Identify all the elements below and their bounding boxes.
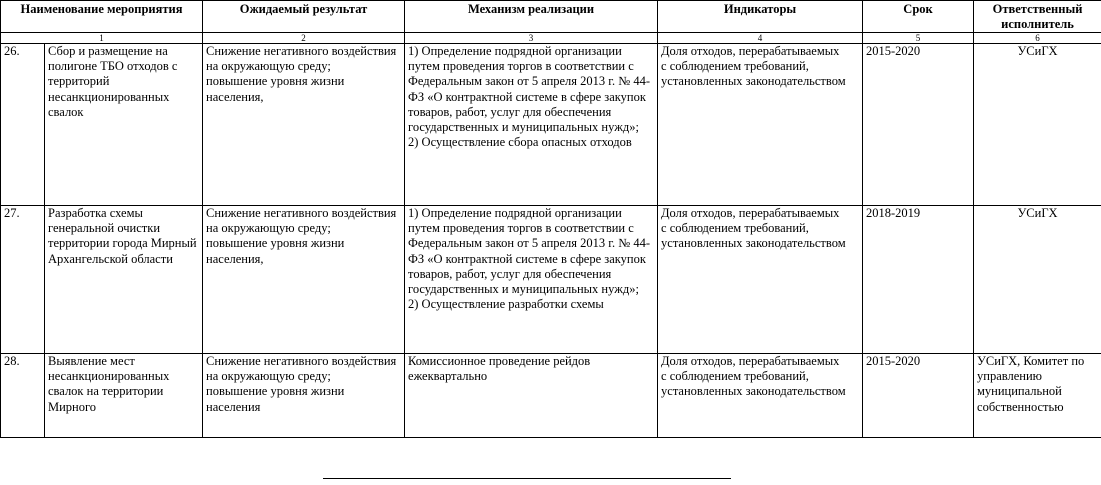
row-indicators: Доля отходов, перерабатываемых с соблюдением требований, установленных законодательством bbox=[658, 206, 863, 354]
header-row bbox=[1, 1, 1101, 33]
header-mechanism: Механизм реализации bbox=[405, 1, 658, 33]
row-responsible: УСиГХ, Комитет по управлению муниципальной собственностью bbox=[974, 354, 1101, 438]
row-indicators: Доля отходов, перерабатываемых с соблюдением требований, установленных законодательством bbox=[658, 44, 863, 206]
column-number: 2 bbox=[203, 33, 405, 44]
column-number: 3 bbox=[405, 33, 658, 44]
row-term: 2018-2019 bbox=[863, 206, 974, 354]
row-number: 26. bbox=[1, 44, 45, 206]
header-name: Наименование мероприятия bbox=[1, 1, 203, 33]
row-name: Разработка схемы генеральной очистки территории города Мирный Архангельской области bbox=[45, 206, 203, 354]
row-result: Снижение негативного воздействия на окружающую среду; повышение уровня жизни населения bbox=[203, 354, 405, 438]
row-responsible: УСиГХ bbox=[974, 44, 1101, 206]
row-result: Снижение негативного воздействия на окружающую среду; повышение уровня жизни населения, bbox=[203, 206, 405, 354]
column-number: 6 bbox=[974, 33, 1101, 44]
column-number: 4 bbox=[658, 33, 863, 44]
row-responsible: УСиГХ bbox=[974, 206, 1101, 354]
row-mechanism: 1) Определение подрядной организации путем проведения торгов в соответствии с Федеральным закон от 5 апреля 2013 г. № 44-ФЗ «О контрактной системе в сфере закупок товаров, работ, услуг для обеспечения государственных и муниципальных нужд»; 2) Осуществление сбора опасных отходов bbox=[405, 44, 658, 206]
row-term: 2015-2020 bbox=[863, 354, 974, 438]
row-name: Выявление мест несанкционированных свалок на территории Мирного bbox=[45, 354, 203, 438]
header-responsible: Ответственный исполнитель bbox=[974, 1, 1101, 33]
row-result: Снижение негативного воздействия на окружающую среду; повышение уровня жизни населения, bbox=[203, 44, 405, 206]
column-number-row bbox=[1, 33, 1101, 44]
row-indicators: Доля отходов, перерабатываемых с соблюдением требований, установленных законодательством bbox=[658, 354, 863, 438]
row-mechanism: 1) Определение подрядной организации путем проведения торгов в соответствии с Федеральным закон от 5 апреля 2013 г. № 44-ФЗ «О контрактной системе в сфере закупок товаров, работ, услуг для обеспечения государственных и муниципальных нужд»; 2) Осуществление разработки схемы bbox=[405, 206, 658, 354]
column-number: 5 bbox=[863, 33, 974, 44]
table-row bbox=[1, 354, 1101, 438]
row-term: 2015-2020 bbox=[863, 44, 974, 206]
table-row bbox=[1, 44, 1101, 206]
header-result: Ожидаемый результат bbox=[203, 1, 405, 33]
row-mechanism: Комиссионное проведение рейдов ежеквартально bbox=[405, 354, 658, 438]
header-indicators: Индикаторы bbox=[658, 1, 863, 33]
row-number: 28. bbox=[1, 354, 45, 438]
table-row bbox=[1, 206, 1101, 354]
row-number: 27. bbox=[1, 206, 45, 354]
column-number: 1 bbox=[1, 33, 203, 44]
header-term: Срок bbox=[863, 1, 974, 33]
footnote-separator-line bbox=[323, 478, 731, 479]
row-name: Сбор и размещение на полигоне ТБО отходов с территорий несанкционированных свалок bbox=[45, 44, 203, 206]
